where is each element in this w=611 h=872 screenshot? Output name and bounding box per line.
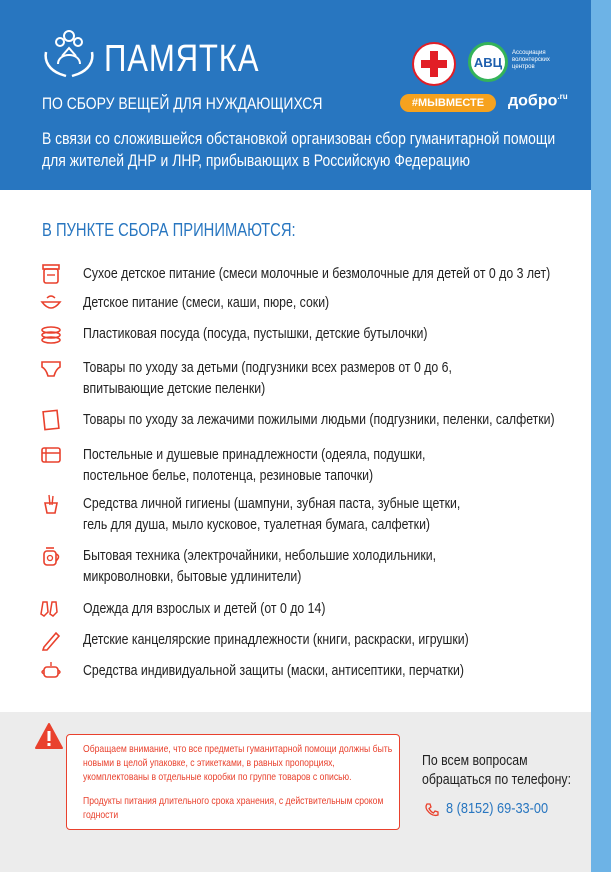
bowl-icon: [40, 292, 62, 314]
pencil-icon: [40, 629, 62, 651]
phone-icon: [424, 802, 440, 818]
kettle-icon: [40, 545, 62, 567]
list-item-label: Постельные и душевые принадлежности (одеяла, подушки,: [83, 446, 426, 463]
bedding-icon: [40, 444, 62, 466]
list-item-label: Детские канцелярские принадлежности (книги, раскраски, игрушки): [83, 631, 469, 648]
header-banner: [0, 0, 591, 190]
warning-icon: [34, 722, 64, 750]
page-subtitle: ПО СБОРУ ВЕЩЕЙ ДЛЯ НУЖДАЮЩИХСЯ: [42, 94, 323, 113]
contact-line-2: обращаться по телефону:: [422, 772, 572, 788]
section-title: В ПУНКТЕ СБОРА ПРИНИМАЮТСЯ:: [42, 220, 296, 240]
list-item-label: Товары по уходу за детьми (подгузники всех размеров от 0 до 6,: [83, 359, 452, 376]
mask-icon: [40, 660, 62, 682]
avc-logo: АВЦ: [468, 42, 508, 82]
contact-line-1: По всем вопросам: [422, 753, 528, 769]
side-stripe: [591, 0, 611, 872]
intro-text: В связи со сложившейся обстановкой организован сбор гуманитарной помощи для жителей ДНР и ЛНР, прибывающих в Российскую Федерацию: [42, 129, 556, 170]
list-item-label: Пластиковая посуда (посуда, пустышки, детские бутылочки): [83, 325, 428, 342]
red-cross-logo: [412, 42, 456, 86]
list-item-label: Одежда для взрослых и детей (от 0 до 14): [83, 600, 326, 617]
dobro-logo: добро$^{.ru}$: [508, 92, 568, 110]
list-item-label-cont: гель для душа, мыло кусковое, туалетная бумага, салфетки): [83, 516, 431, 533]
list-item-label: Товары по уходу за лежачими пожилыми людьми (подгузники, пеленки, салфетки): [83, 411, 555, 428]
helping-hands-icon: [40, 22, 98, 80]
list-item-label: Бытовая техника (электрочайники, небольшие холодильники,: [83, 547, 437, 564]
diaper-icon: [40, 357, 62, 379]
list-item-label: Сухое детское питание (смеси молочные и безмолочные для детей от 0 до 3 лет): [83, 265, 551, 282]
plates-icon: [40, 323, 62, 345]
list-item-label-cont: впитывающие детские пеленки): [83, 380, 266, 397]
list-item-label: Средства индивидуальной защиты (маски, антисептики, перчатки): [83, 662, 464, 679]
sheet-icon: [40, 409, 62, 431]
phone-number[interactable]: 8 (8152) 69-33-00: [424, 800, 566, 817]
list-item-label: Детское питание (смеси, каши, пюре, соки): [83, 294, 330, 311]
avc-caption: Ассоциация волонтерских центров: [512, 50, 550, 70]
list-item-label-cont: микроволновки, бытовые удлинители): [83, 568, 302, 585]
list-item-label-cont: постельное белье, полотенца, резиновые тапочки): [83, 467, 374, 484]
contact-block: [422, 752, 571, 790]
notice-text-food: Продукты питания длительного срока хранения, с действительным сроком годности: [83, 795, 384, 821]
page-title: ПАМЯТКА: [104, 38, 260, 80]
notice-text: Обращаем внимание, что все предметы гуманитарной помощи должны быть новыми в целой упаковке, с этикетками, в равных пропорциях, укомплектованы в отдельные коробки по группе товаров с описью.: [83, 743, 393, 783]
list-item-label: Средства личной гигиены (шампуни, зубная паста, зубные щетки,: [83, 495, 461, 512]
partner-logos: [398, 32, 578, 117]
toothbrush-cup-icon: [40, 493, 62, 515]
hashtag-badge: #МЫВМЕСТЕ: [400, 94, 496, 112]
baby-food-jar-icon: [40, 263, 62, 285]
clothes-icon: [40, 598, 62, 620]
